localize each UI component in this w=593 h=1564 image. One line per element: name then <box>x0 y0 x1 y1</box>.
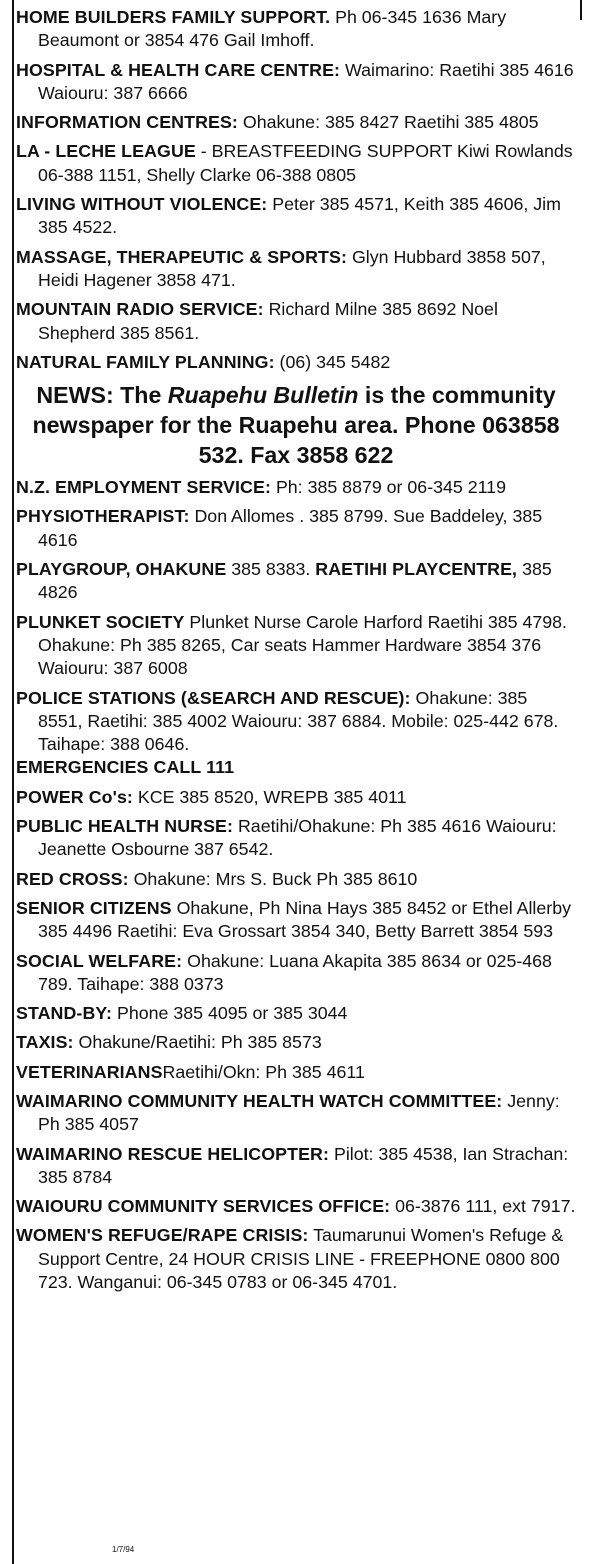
entry-health-watch <box>16 1090 576 1137</box>
news-lead: NEWS: The <box>36 382 162 409</box>
entry-text: Glyn Hubbard 3858 507, Heidi Hagener 3858 471. <box>38 246 546 290</box>
entry-senior-citizens <box>16 897 576 944</box>
entry-veterinarians <box>16 1061 576 1084</box>
entry-title: N.Z. EMPLOYMENT SERVICE: <box>16 477 271 498</box>
entry-text: Richard Milne 385 8692 Noel Shepherd 385 8561. <box>38 299 498 343</box>
entry-title: SOCIAL WELFARE: <box>16 950 183 971</box>
entry-text: Ph: 385 8879 or 06-345 2119 <box>275 477 506 498</box>
entry-title: VETERINARIANS <box>16 1061 163 1082</box>
emergency-notice: EMERGENCIES CALL 111 <box>16 757 235 778</box>
entry-text: Ohakune, Ph Nina Hays 385 8452 or Ethel Allerby 385 4496 Raetihi: Eva Grossart 3854 340, Betty Barrett 3854 593 <box>38 897 571 942</box>
entry-title-secondary: RAETIHI PLAYCENTRE, <box>315 559 518 580</box>
entry-title: STAND-BY: <box>16 1003 113 1024</box>
entry-text: Jenny: Ph 385 4057 <box>38 1090 560 1135</box>
entry-text-secondary: 385 4826 <box>38 559 552 603</box>
entry-rescue-helicopter <box>16 1143 576 1190</box>
entry-text: 385 8383. <box>231 559 311 580</box>
entry-text: Ohakune: 385 8427 Raetihi 385 4805 <box>242 112 539 133</box>
entry-text: Waimarino: Raetihi 385 4616 Waiouru: 387 6666 <box>38 59 574 103</box>
entry-title: LIVING WITHOUT VIOLENCE: <box>16 194 268 215</box>
entry-title: MASSAGE, THERAPEUTIC & SPORTS: <box>16 246 347 267</box>
entry-title: MOUNTAIN RADIO SERVICE: <box>16 299 264 320</box>
footer-date: 1/7/94 <box>112 1545 135 1554</box>
entry-text: (06) 345 5482 <box>279 351 391 372</box>
entry-information-centres <box>16 111 576 134</box>
entry-title: PLUNKET SOCIETY <box>16 611 185 632</box>
entry-text: Ohakune: 385 8551, Raetihi: 385 4002 Waiouru: 387 6884. Mobile: 025-442 678. Taihape: 388 0646. <box>38 687 559 755</box>
entry-text: Don Allomes . 385 8799. Sue Baddeley, 385 4616 <box>38 506 543 550</box>
entry-title: INFORMATION CENTRES: <box>16 112 238 133</box>
entry-text: Ohakune: Luana Akapita 385 8634 or 025-468 789. Taihape: 388 0373 <box>38 950 552 994</box>
right-column-rule <box>580 0 582 20</box>
entry-waiouru-services <box>16 1195 576 1218</box>
entry-text: Ph 06-345 1636 Mary Beaumont or 3854 476 Gail Imhoff. <box>38 7 507 51</box>
entry-title: WOMEN'S REFUGE/RAPE CRISIS: <box>16 1225 309 1246</box>
entry-employment-service <box>16 476 576 499</box>
entry-text: Raetihi/Ohakune: Ph 385 4616 Waiouru: Jeanette Osbourne 387 6542. <box>38 816 557 860</box>
entry-title: WAIOURU COMMUNITY SERVICES OFFICE: <box>16 1196 391 1217</box>
entry-womens-refuge <box>16 1224 576 1294</box>
entry-title: SENIOR CITIZENS <box>16 897 172 918</box>
entry-home-builders <box>16 6 576 53</box>
entry-title: HOME BUILDERS FAMILY SUPPORT. <box>16 7 331 27</box>
entry-title: PHYSIOTHERAPIST: <box>16 506 190 527</box>
entry-red-cross <box>16 868 576 891</box>
entry-power-companies <box>16 786 576 809</box>
entry-text: Pilot: 385 4538, Ian Strachan: 385 8784 <box>38 1143 569 1187</box>
entry-la-leche <box>16 140 576 187</box>
entry-text: Phone 385 4095 or 385 3044 <box>117 1003 348 1024</box>
directory-listing <box>16 6 576 1300</box>
entry-title: LA - LECHE LEAGUE <box>16 141 196 162</box>
entry-title: PLAYGROUP, OHAKUNE <box>16 559 227 580</box>
entry-living-without-violence <box>16 193 576 240</box>
entry-text: Plunket Nurse Carole Harford Raetihi 385 4798. Ohakune: Ph 385 8265, Car seats Hammer Hardware 3854 376 Waiouru: 387 6008 <box>38 611 567 679</box>
entry-text: 06-3876 111, ext 7917. <box>395 1196 576 1217</box>
entry-title: WAIMARINO RESCUE HELICOPTER: <box>16 1143 329 1164</box>
entry-police-stations <box>16 687 576 780</box>
entry-natural-family-planning <box>16 351 576 374</box>
entry-title: POLICE STATIONS (&SEARCH AND RESCUE): <box>16 687 411 708</box>
newspaper-name: Ruapehu Bulletin <box>167 382 359 409</box>
entry-playgroup <box>16 558 576 605</box>
entry-title: HOSPITAL & HEALTH CARE CENTRE: <box>16 59 341 80</box>
entry-text: - BREASTFEEDING SUPPORT Kiwi Rowlands 06-388 1151, Shelly Clarke 06-388 0805 <box>38 141 573 185</box>
entry-public-health-nurse <box>16 815 576 862</box>
entry-text: Raetihi/Okn: Ph 385 4611 <box>162 1061 365 1082</box>
entry-title: NATURAL FAMILY PLANNING: <box>16 351 275 372</box>
entry-title: WAIMARINO COMMUNITY HEALTH WATCH COMMITTEE: <box>16 1090 503 1111</box>
entry-title: RED CROSS: <box>16 868 129 889</box>
entry-title: TAXIS: <box>16 1032 74 1053</box>
entry-stand-by <box>16 1002 576 1025</box>
entry-social-welfare <box>16 950 576 997</box>
entry-hospital <box>16 59 576 106</box>
news-text: is the community newspaper for the Ruapehu area. Phone 063858 532. Fax 3858 622 <box>32 382 560 469</box>
entry-plunket-society <box>16 611 576 681</box>
entry-taxis <box>16 1031 576 1054</box>
entry-physiotherapist <box>16 505 576 552</box>
entry-text: Peter 385 4571, Keith 385 4606, Jim 385 4522. <box>38 194 561 238</box>
entry-title: PUBLIC HEALTH NURSE: <box>16 816 234 837</box>
entry-mountain-radio <box>16 298 576 345</box>
entry-text: Ohakune/Raetihi: Ph 385 8573 <box>78 1032 322 1053</box>
entry-title: POWER Co's: <box>16 786 133 807</box>
news-notice <box>16 380 576 470</box>
left-column-rule <box>12 0 14 1564</box>
entry-massage <box>16 246 576 293</box>
entry-text: KCE 385 8520, WREPB 385 4011 <box>137 786 407 807</box>
entry-text: Taumarunui Women's Refuge & Support Centre, 24 HOUR CRISIS LINE - FREEPHONE 0800 800 723. Wanganui: 06-345 0783 or 06-345 4701. <box>38 1225 564 1293</box>
entry-text: Ohakune: Mrs S. Buck Ph 385 8610 <box>133 868 418 889</box>
